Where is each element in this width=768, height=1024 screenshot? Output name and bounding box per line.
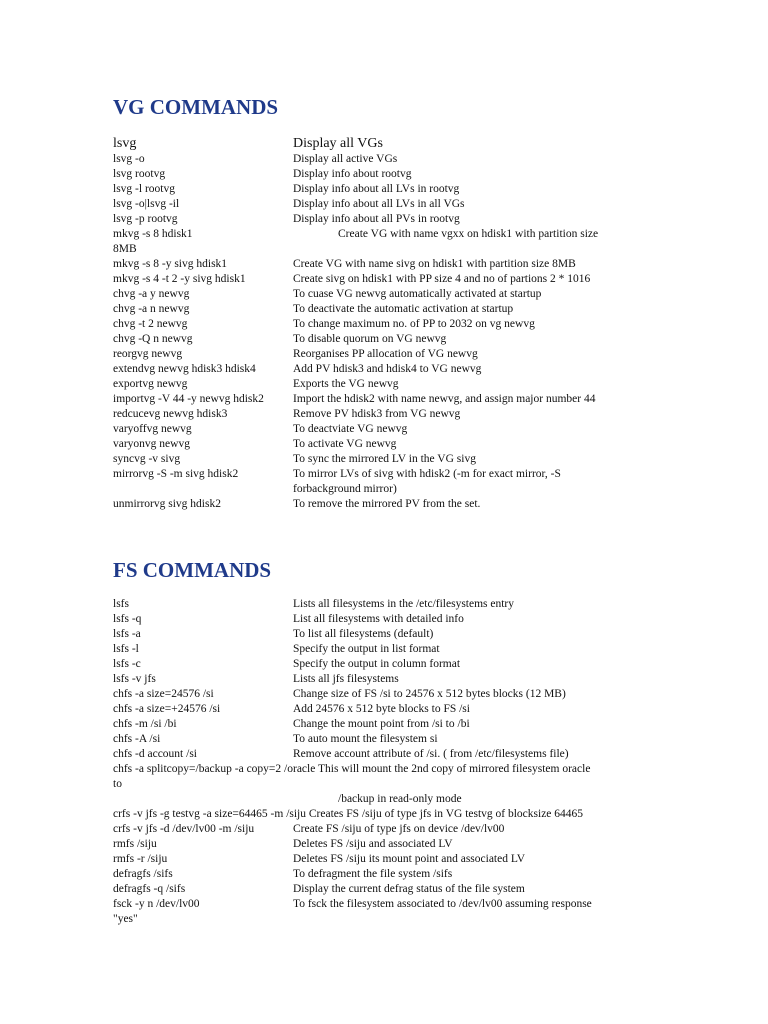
description: Display info about all LVs in all VGs xyxy=(293,198,465,210)
command: mkvg -s 4 -t 2 -y sivg hdisk1 xyxy=(113,273,246,285)
command: chfs -a size=24576 /si xyxy=(113,688,214,700)
command: exportvg newvg xyxy=(113,378,188,390)
description: Lists all filesystems in the /etc/filesystems entry xyxy=(293,598,515,610)
description: Change the mount point from /si to /bi xyxy=(293,718,470,730)
description: Specify the output in column format xyxy=(293,658,461,670)
description: To sync the mirrored LV in the VG sivg xyxy=(293,453,476,465)
command: importvg -V 44 -y newvg hdisk2 xyxy=(113,393,264,405)
command: chfs -a size=+24576 /si xyxy=(113,703,221,715)
command: chvg -a y newvg xyxy=(113,288,190,300)
command: varyoffvg newvg xyxy=(113,423,192,435)
description: Exports the VG newvg xyxy=(293,378,399,390)
command: chfs -A /si xyxy=(113,733,161,745)
command: syncvg -v sivg xyxy=(113,453,181,465)
command: reorgvg newvg xyxy=(113,348,183,360)
description: Lists all jfs filesystems xyxy=(293,673,399,685)
command: lsvg -o|lsvg -il xyxy=(113,198,180,210)
command: lsfs -v jfs xyxy=(113,673,156,685)
command: chfs -m /si /bi xyxy=(113,718,177,730)
description: Create VG with name vgxx on hdisk1 with partition size xyxy=(338,228,599,240)
command: defragfs -q /sifs xyxy=(113,883,186,895)
description: Change size of FS /si to 24576 x 512 bytes blocks (12 MB) xyxy=(293,688,566,700)
fs-commands-heading: FS COMMANDS xyxy=(113,558,272,582)
fs-full-line: chfs -a splitcopy=/backup -a copy=2 /oracle This will mount the 2nd copy of mirrored filesystem oracle xyxy=(113,763,591,775)
wrapped-text: forbackground mirror) xyxy=(293,483,397,495)
description: To disable quorum on VG newvg xyxy=(293,333,447,345)
command: defragfs /sifs xyxy=(113,868,173,880)
description: List all filesystems with detailed info xyxy=(293,613,464,625)
command: chvg -Q n newvg xyxy=(113,333,193,345)
description: Display info about all PVs in rootvg xyxy=(293,213,460,225)
command: lsfs -l xyxy=(113,643,139,655)
command: mirrorvg -S -m sivg hdisk2 xyxy=(113,468,239,480)
command: lsvg rootvg xyxy=(113,168,166,180)
description: To cuase VG newvg automatically activated at startup xyxy=(293,288,542,300)
description: To deactviate VG newvg xyxy=(293,423,408,435)
description: To mirror LVs of sivg with hdisk2 (-m for exact mirror, -S xyxy=(293,468,561,480)
description: To deactivate the automatic activation at startup xyxy=(293,303,514,315)
command: mkvg -s 8 -y sivg hdisk1 xyxy=(113,258,228,270)
description: Deletes FS /siju its mount point and associated LV xyxy=(293,853,526,865)
description: Create VG with name sivg on hdisk1 with partition size 8MB xyxy=(293,258,576,270)
command: lsfs xyxy=(113,598,129,610)
wrapped-text: "yes" xyxy=(113,913,138,925)
command: lsfs -q xyxy=(113,613,142,625)
command: chvg -a n newvg xyxy=(113,303,190,315)
command: lsfs -c xyxy=(113,658,141,670)
command: chvg -t 2 newvg xyxy=(113,318,188,330)
description: Reorganises PP allocation of VG newvg xyxy=(293,348,478,360)
description: Add PV hdisk3 and hdisk4 to VG newvg xyxy=(293,363,482,375)
command: lsfs -a xyxy=(113,628,141,640)
command: unmirrorvg sivg hdisk2 xyxy=(113,498,221,510)
description: To change maximum no. of PP to 2032 on vg newvg xyxy=(293,318,535,330)
wrapped-text: 8MB xyxy=(113,243,137,255)
vg-commands-heading: VG COMMANDS xyxy=(113,95,279,119)
command: lsvg -p rootvg xyxy=(113,213,178,225)
description: Remove account attribute of /si. ( from /etc/filesystems file) xyxy=(293,748,569,760)
description: Display info about rootvg xyxy=(293,168,412,180)
description: To fsck the filesystem associated to /dev/lv00 assuming response xyxy=(293,898,592,910)
description: To list all filesystems (default) xyxy=(293,628,434,640)
command: rmfs /siju xyxy=(113,838,157,850)
command: lsvg -l rootvg xyxy=(113,183,175,195)
command: redcucevg newvg hdisk3 xyxy=(113,408,228,420)
command: chfs -d account /si xyxy=(113,748,197,760)
description: Deletes FS /siju and associated LV xyxy=(293,838,453,850)
command: fsck -y n /dev/lv00 xyxy=(113,898,200,910)
description: Display the current defrag status of the file system xyxy=(293,883,525,895)
description: To defragment the file system /sifs xyxy=(293,868,453,880)
description: Add 24576 x 512 byte blocks to FS /si xyxy=(293,703,470,715)
command: extendvg newvg hdisk3 hdisk4 xyxy=(113,363,256,375)
description: Remove PV hdisk3 from VG newvg xyxy=(293,408,461,420)
description: To activate VG newvg xyxy=(293,438,397,450)
description: To auto mount the filesystem si xyxy=(293,733,438,745)
description: To remove the mirrored PV from the set. xyxy=(293,498,481,510)
description: Create sivg on hdisk1 with PP size 4 and no of partions 2 * 1016 xyxy=(293,273,591,285)
description: Import the hdisk2 with name newvg, and assign major number 44 xyxy=(293,393,596,405)
fs-full-line: crfs -v jfs -g testvg -a size=64465 -m /siju Creates FS /siju of type jfs in VG testvg of blocksize 64465 xyxy=(113,808,584,820)
description: Display all VGs xyxy=(293,136,383,151)
command: lsvg xyxy=(113,136,137,151)
command: mkvg -s 8 hdisk1 xyxy=(113,228,193,240)
command: varyonvg newvg xyxy=(113,438,190,450)
description: Display all active VGs xyxy=(293,153,398,165)
command: lsvg -o xyxy=(113,153,145,165)
wrapped-text: to xyxy=(113,778,122,790)
description: Specify the output in list format xyxy=(293,643,440,655)
description: Display info about all LVs in rootvg xyxy=(293,183,460,195)
wrapped-text: /backup in read-only mode xyxy=(338,793,462,805)
description: Create FS /siju of type jfs on device /dev/lv00 xyxy=(293,823,505,835)
command: crfs -v jfs -d /dev/lv00 -m /siju xyxy=(113,823,255,835)
command: rmfs -r /siju xyxy=(113,853,168,865)
